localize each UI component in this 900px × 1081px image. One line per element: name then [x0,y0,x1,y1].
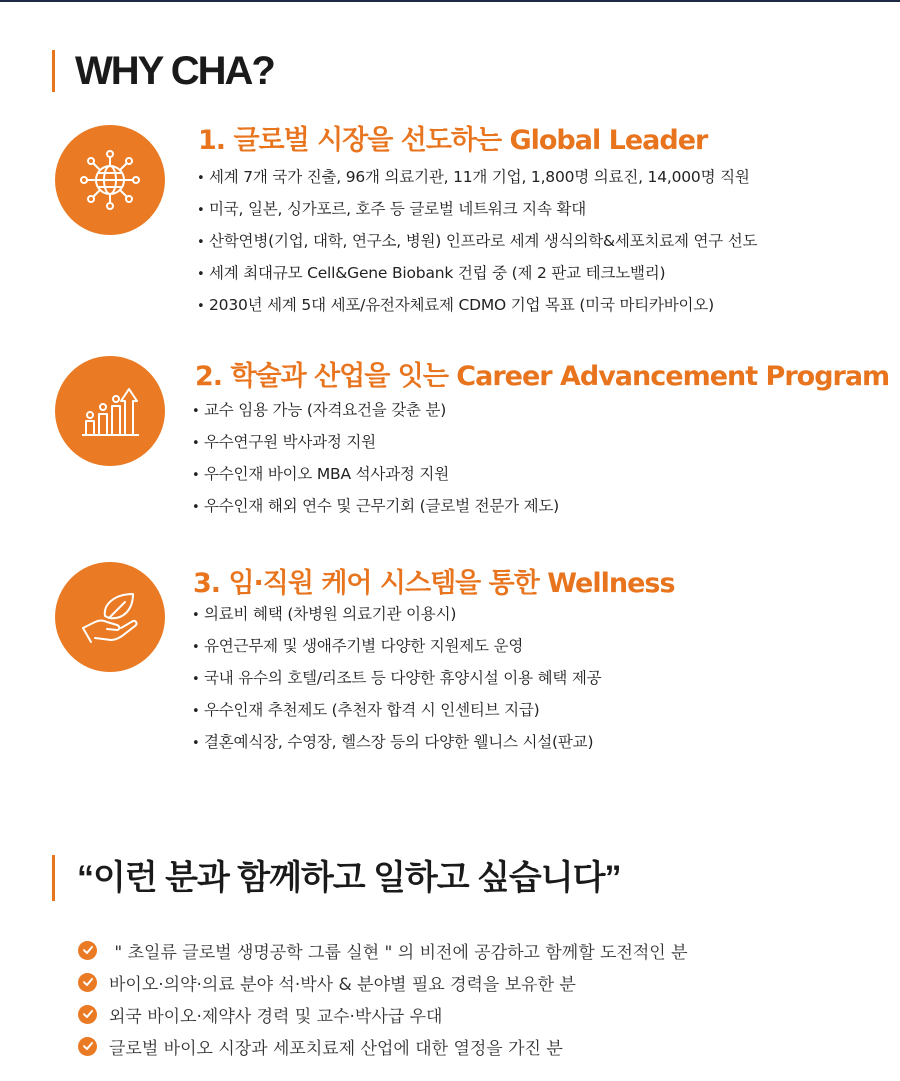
list-item-label: 바이오·의약·의료 분야 석·박사 & 분야별 필요 경력을 보유한 분 [109,974,576,995]
list-item: • 세계 최대규모 Cell&Gene Biobank 건립 중 (제 2 판교 테크노밸리) [197,257,757,289]
check-circle-icon [78,1005,97,1024]
feature-1-bullets [197,161,757,321]
list-item [78,998,688,1030]
list-item: • 우수인재 해외 연수 및 근무기회 (글로벌 전문가 제도) [192,490,559,522]
list-item: • 우수연구원 박사과정 지원 [192,426,559,458]
list-item [78,1030,688,1062]
list-item-label: 외국 바이오·제약사 경력 및 교수·박사급 우대 [109,1006,443,1027]
hand-leaf-icon [55,562,165,672]
list-item: • 세계 7개 국가 진출, 96개 의료기관, 11개 기업, 1,800명 의료진, 14,000명 직원 [197,161,757,193]
list-item: • 유연근무제 및 생애주기별 다양한 지원제도 운영 [192,630,601,662]
top-border-line [0,0,900,2]
list-item: • 우수인재 바이오 MBA 석사과정 지원 [192,458,559,490]
list-item: • 국내 유수의 호텔/리조트 등 다양한 휴양시설 이용 혜택 제공 [192,662,601,694]
list-item [78,966,688,998]
list-item: • 2030년 세계 5대 세포/유전자체료제 CDMO 기업 목표 (미국 마티카바이오) [197,289,757,321]
list-item: • 결혼예식장, 수영장, 헬스장 등의 다양한 웰니스 시설(판교) [192,726,601,758]
list-item: • 우수인재 추천제도 (추천자 합격 시 인센티브 지급) [192,694,601,726]
why-cha-heading: WHY CHA? [52,50,274,92]
growth-chart-icon [55,356,165,466]
feature-2-title: 2. 학술과 산업을 잇는 Career Advancement Program [195,361,890,392]
feature-1-title: 1. 글로벌 시장을 선도하는 Global Leader [198,125,708,156]
list-item [78,934,688,966]
list-item: • 미국, 일본, 싱가포르, 호주 등 글로벌 네트워크 지속 확대 [197,193,757,225]
list-item: • 산학연병(기업, 대학, 연구소, 병원) 인프라로 세계 생식의학&세포치료제 연구 선도 [197,225,757,257]
ideal-candidate-list [78,934,688,1062]
feature-3-title: 3. 임·직원 케어 시스템을 통한 Wellness [193,568,675,599]
globe-network-icon [55,125,165,235]
list-item-label: 글로벌 바이오 시장과 세포치료제 산업에 대한 열정을 가진 분 [109,1038,563,1059]
ideal-candidate-heading: “이런 분과 함께하고 일하고 싶습니다” [52,855,620,901]
check-circle-icon [78,1037,97,1056]
list-item: • 의료비 혜택 (차병원 의료기관 이용시) [192,598,601,630]
list-item-label: " 초일류 글로벌 생명공학 그룹 실현 " 의 비전에 공감하고 함께할 도전적인 분 [109,942,688,963]
check-circle-icon [78,973,97,992]
feature-3-bullets [192,598,601,758]
check-circle-icon [78,941,97,960]
list-item: • 교수 임용 가능 (자격요건을 갖춘 분) [192,394,559,426]
feature-2-bullets [192,394,559,522]
